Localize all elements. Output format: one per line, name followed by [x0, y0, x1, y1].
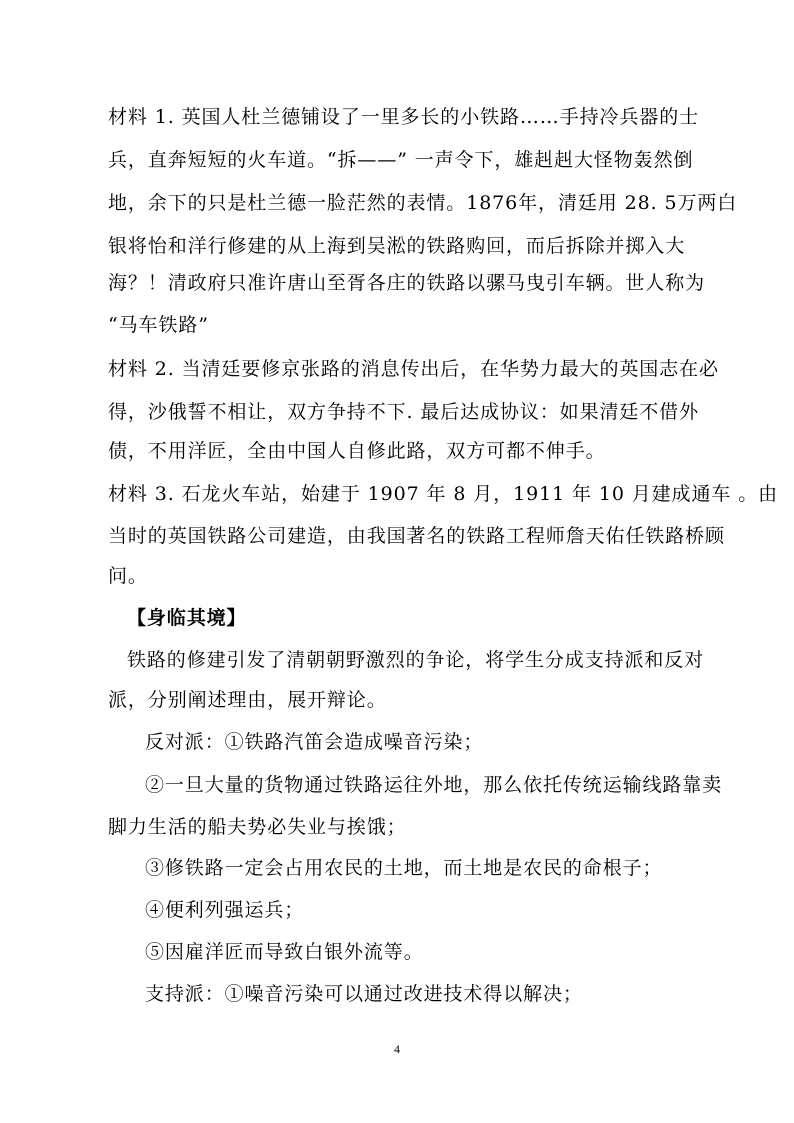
- material-3-line-3: 问。: [108, 565, 148, 587]
- opposition-point-4: ④便利列强运兵；: [145, 899, 305, 921]
- debate-intro-line-1: 铁路的修建引发了清朝朝野激烈的争论，将学生分成支持派和反对: [127, 649, 705, 671]
- opposition-point-2-line-1: ②一旦大量的货物通过铁路运往外地，那么依托传统运输线路靠卖: [145, 774, 723, 796]
- opposition-point-5: ⑤因雇洋匠而导致白银外流等。: [145, 941, 424, 963]
- material-1-line-4: 银将怡和洋行修建的从上海到吴淞的铁路购回，而后拆除并掷入大: [108, 235, 686, 257]
- opposition-point-1: 反对派：①铁路汽笛会造成噪音污染；: [145, 731, 484, 753]
- debate-intro-line-2: 派，分别阐述理由，展开辩论。: [108, 689, 387, 711]
- material-1-line-2: 兵，直奔短短的火车道。“拆——” 一声令下，雄赳赳大怪物轰然倒: [108, 149, 694, 171]
- material-2-line-3: 债，不用洋匠，全由中国人自修此路，双方可都不伸手。: [108, 440, 606, 462]
- material-3-line-1: 材料 3. 石龙火车站，始建于 1907 年 8 月，1911 年 10 月建成通车 。由: [108, 483, 778, 505]
- material-3-line-2: 当时的英国铁路公司建造，由我国著名的铁路工程师詹天佑任铁路桥顾: [108, 525, 725, 547]
- section-heading: 【身临其境】: [127, 607, 247, 629]
- page-number: 4: [394, 1042, 400, 1056]
- material-2-line-2: 得，沙俄誓不相让，双方争持不下. 最后达成协议：如果清廷不借外: [108, 401, 699, 423]
- material-1-line-3: 地，余下的只是杜兰德一脸茫然的表情。1876年，清廷用 28. 5万两白: [108, 192, 738, 214]
- opposition-point-2-line-2: 脚力生活的船夫势必失业与挨饿；: [108, 816, 407, 838]
- material-1-line-1: 材料 1. 英国人杜兰德铺设了一里多长的小铁路……手持冷兵器的士: [108, 106, 700, 128]
- material-2-line-1: 材料 2. 当清廷要修京张路的消息传出后，在华势力最大的英国志在必: [108, 358, 719, 380]
- opposition-point-3: ③修铁路一定会占用农民的土地，而土地是农民的命根子；: [145, 857, 663, 879]
- material-1-line-6: “马车铁路”: [108, 314, 209, 336]
- material-1-line-5: 海？！清政府只准许唐山至胥各庄的铁路以骡马曳引车辆。世人称为: [108, 272, 706, 294]
- support-point-1: 支持派：①噪音污染可以通过改进技术得以解决；: [145, 983, 583, 1005]
